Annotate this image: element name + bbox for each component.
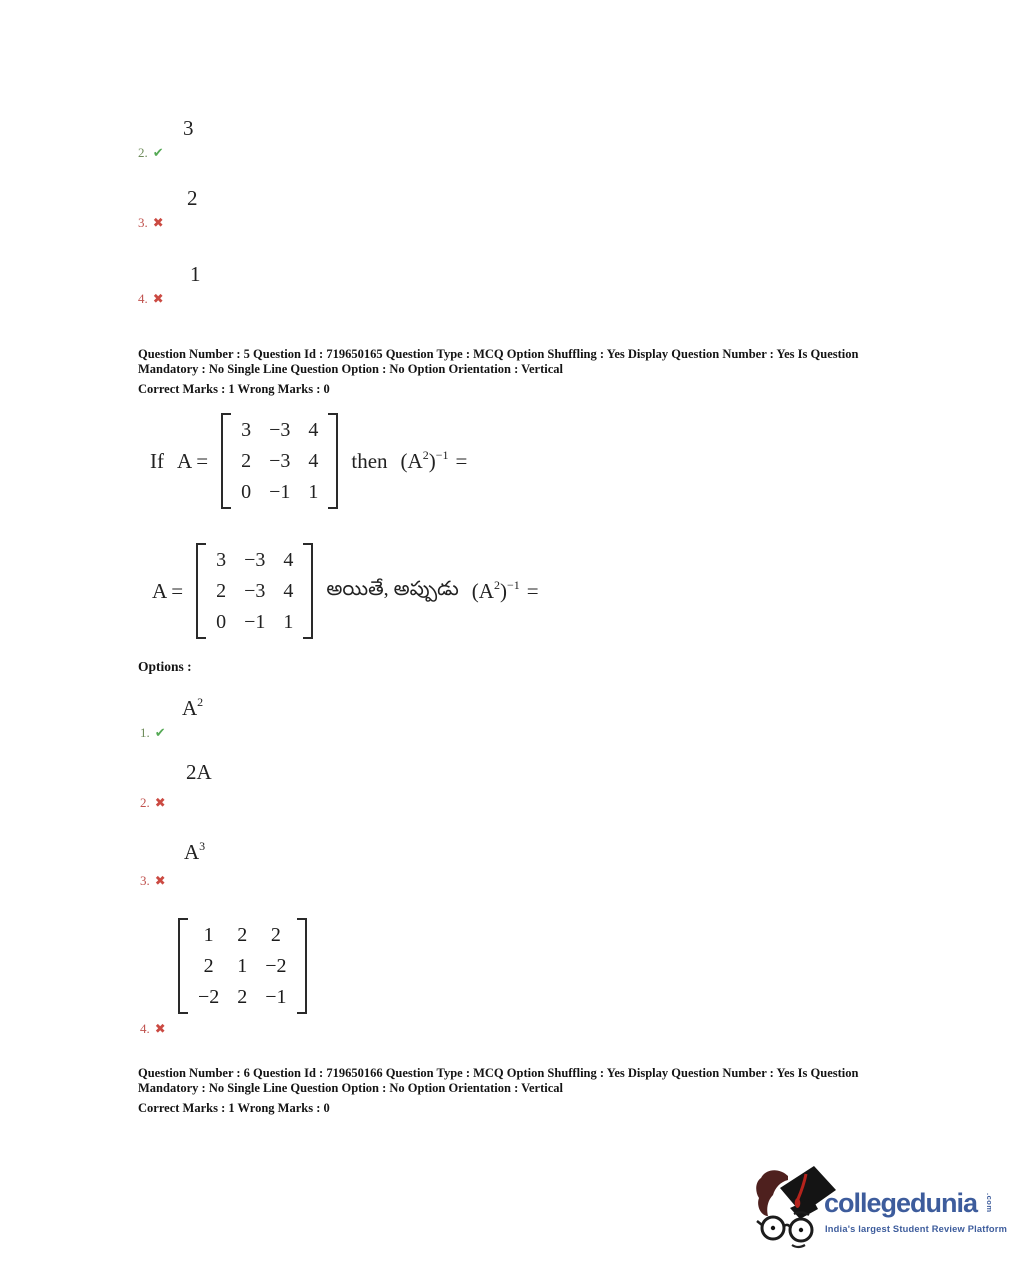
correct-check-icon: ✔ (154, 725, 166, 741)
wrong-cross-icon: ✖ (154, 1021, 166, 1037)
wrong-cross-icon: ✖ (154, 795, 166, 811)
options-heading: Options : (138, 659, 192, 674)
lhs-a-equals: A = (152, 578, 184, 603)
equals-sign: = (455, 448, 468, 473)
question-5-marks-line: Correct Marks : 1 Wrong Marks : 0 (138, 382, 330, 396)
matrix-cell: −3 (269, 419, 291, 441)
option-exponent: 2 (197, 695, 204, 709)
q5-option-1-number: 1. (140, 725, 150, 740)
question-5-equation-telugu (152, 543, 539, 639)
q5-option-4-label-row (140, 1021, 307, 1037)
mascot-tassel-tip (795, 1198, 801, 1208)
q5-option-2-value (186, 760, 212, 785)
matrix-cell: 2 (237, 986, 248, 1008)
q5-option-1-label-row (140, 725, 203, 741)
matrix-cell: 2 (237, 924, 248, 946)
q5-option-3-value (184, 840, 205, 865)
expr-close: ) (428, 448, 436, 473)
matrix-bracket-right (328, 413, 338, 509)
matrix-cell: 2 (203, 955, 214, 977)
q5-option-2 (140, 760, 212, 811)
question-5-header-line2: Mandatory : No Single Line Question Option : No Option Orientation : Vertical (138, 362, 564, 376)
mascot-hair (756, 1170, 788, 1216)
correct-check-icon: ✔ (152, 145, 164, 161)
prev-option-3-label-row (138, 215, 198, 231)
prev-option-2-value: 3 (183, 116, 194, 140)
matrix-cell: 0 (216, 611, 227, 633)
option-exponent: 3 (199, 839, 206, 853)
matrix-cell: 2 (216, 580, 227, 602)
matrix-bracket-right (297, 918, 307, 1014)
question-6-header-line2: Mandatory : No Single Line Question Option : No Option Orientation : Vertical (138, 1081, 564, 1095)
q5-option-3-number: 3. (140, 873, 150, 888)
matrix-cell: 4 (283, 580, 294, 602)
question-5-header-line1: Question Number : 5 Question Id : 719650165 Question Type : MCQ Option Shuffling : Yes Display Question Number : Yes Is Question (138, 347, 859, 361)
q5-option-1-value (182, 696, 203, 721)
option-base: 2A (186, 760, 212, 784)
a-squared-inverse-expression (472, 579, 539, 604)
prev-option-2-label-row (138, 145, 194, 161)
if-word: If (150, 448, 164, 473)
matrix-bracket-left (196, 543, 206, 639)
matrix-cells (231, 413, 328, 509)
prev-option-4 (138, 262, 201, 307)
collegedunia-logo (754, 1162, 1019, 1262)
question-6-header-line1: Question Number : 6 Question Id : 719650166 Question Type : MCQ Option Shuffling : Yes Display Question Number : Yes Is Question (138, 1066, 859, 1080)
matrix-cell: −3 (269, 450, 291, 472)
matrix-cell: 4 (283, 549, 294, 571)
prev-option-4-value: 1 (190, 262, 201, 286)
prev-option-2 (138, 116, 194, 161)
q5-option-4-matrix (178, 918, 307, 1014)
question-6-header (138, 1066, 900, 1116)
matrix-bracket-right (303, 543, 313, 639)
prev-option-4-number: 4. (138, 291, 148, 306)
matrix-cell: 2 (241, 450, 252, 472)
prev-option-3 (138, 186, 198, 231)
collegedunia-brand-text: collegedunia (824, 1188, 978, 1218)
q5-option-2-number: 2. (140, 795, 150, 810)
equals-sign: = (526, 578, 539, 603)
q5-option-3 (140, 840, 205, 889)
matrix-cell: 3 (241, 419, 252, 441)
prev-option-2-number: 2. (138, 145, 148, 160)
prev-option-3-value: 2 (187, 186, 198, 210)
matrix-cell: −2 (265, 955, 287, 977)
question-6-marks-line: Correct Marks : 1 Wrong Marks : 0 (138, 1101, 330, 1115)
matrix-cell: 2 (270, 924, 281, 946)
matrix-cell: 1 (237, 955, 248, 977)
matrix-cell: −1 (265, 986, 287, 1008)
telugu-then-text: అయితే, అప్పుడు (326, 577, 459, 600)
matrix-bracket-left (178, 918, 188, 1014)
expr-open: (A (471, 578, 494, 603)
question-5-equation-english (150, 413, 467, 509)
q5-option-3-label-row (140, 873, 205, 889)
matrix-cell: −2 (198, 986, 220, 1008)
matrix-cell: 1 (308, 481, 319, 503)
matrix-bracket-left (221, 413, 231, 509)
lhs-a-equals: A = (177, 448, 209, 473)
wrong-cross-icon: ✖ (152, 215, 164, 231)
expr-inverse-exponent: −1 (435, 447, 449, 462)
mascot-mouth (792, 1245, 805, 1247)
wrong-cross-icon: ✖ (154, 873, 166, 889)
matrix-cell: 4 (308, 419, 319, 441)
matrix-cell: −1 (244, 611, 266, 633)
wrong-cross-icon: ✖ (152, 291, 164, 307)
matrix-a (221, 413, 338, 509)
matrix-cell: 3 (216, 549, 227, 571)
option-base: A (184, 840, 200, 864)
prev-option-4-label-row (138, 291, 201, 307)
q5-option-1 (140, 696, 203, 741)
expr-close: ) (499, 578, 507, 603)
matrix-cell: −3 (244, 580, 266, 602)
mascot-right-pupil (799, 1228, 803, 1232)
then-word: then (351, 448, 388, 473)
collegedunia-tagline: India's largest Student Review Platform (825, 1224, 1008, 1234)
expr-exponent: 2 (422, 447, 429, 462)
matrix-cell: 0 (241, 481, 252, 503)
matrix-cell: 1 (283, 611, 294, 633)
expr-exponent: 2 (493, 577, 500, 592)
collegedunia-brand-suffix: .com (985, 1193, 994, 1213)
matrix-cell: −1 (269, 481, 291, 503)
q5-option-2-label-row (140, 795, 212, 811)
expr-open: (A (400, 448, 423, 473)
expr-inverse-exponent: −1 (506, 577, 520, 592)
matrix-cell: −3 (244, 549, 266, 571)
matrix-cell: 1 (203, 924, 214, 946)
option-base: A (182, 696, 198, 720)
matrix-cells (206, 543, 303, 639)
question-5-header (138, 347, 900, 397)
q5-option-4 (140, 918, 307, 1037)
matrix-cells (188, 918, 297, 1014)
q5-option-4-number: 4. (140, 1021, 150, 1036)
prev-option-3-number: 3. (138, 215, 148, 230)
mascot-left-pupil (771, 1226, 775, 1230)
matrix-a (196, 543, 313, 639)
matrix-cell: 4 (308, 450, 319, 472)
a-squared-inverse-expression (401, 449, 468, 474)
